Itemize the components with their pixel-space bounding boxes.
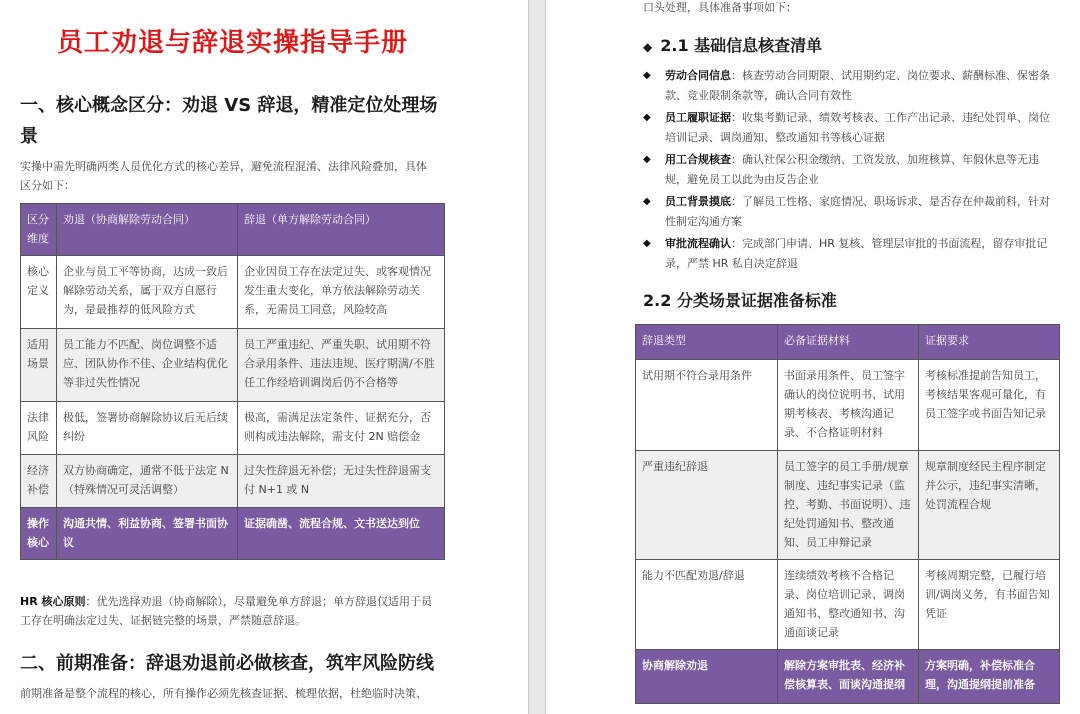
hr-principle-label: HR 核心原则 — [20, 595, 86, 608]
table-header-cell: 辞退（单方解除劳动合同） — [238, 204, 445, 256]
table-cell: 解除方案审批表、经济补偿核算表、面谈沟通提纲 — [778, 650, 919, 704]
list-item-text: 规，避免员工以此为由反告企业 — [665, 173, 819, 186]
document-page-right — [546, 0, 1080, 714]
concept-comparison-table — [20, 203, 445, 560]
hr-principle-text-line-2: 工存在明确法定过失、证据链完整的场景，严禁随意辞退。 — [20, 614, 306, 627]
list-item-text: ：完成部门申请、HR 复核、管理层审批的书面流程，留存审批记 — [731, 237, 1048, 250]
evidence-standard-table — [635, 324, 1060, 704]
subsection-2-1-heading — [643, 35, 822, 58]
list-item-text: 款、竞业限制条款等，确认合同有效性 — [665, 89, 852, 102]
table-cell: 考核周期完整，已履行培训/调岗义务，有书面告知凭证 — [919, 560, 1060, 650]
table-cell: 严重违纪辞退 — [636, 451, 778, 560]
list-item-label: 员工履职证据 — [665, 111, 731, 124]
diamond-bullet-icon: ◆ — [643, 112, 651, 123]
table-cell: 协商解除劝退 — [636, 650, 778, 704]
page-gutter-left-edge — [528, 0, 529, 714]
table-cell: 考核标准提前告知员工，考核结果客观可量化，有员工签字或书面告知记录 — [919, 360, 1060, 451]
table-cell: 法律风险 — [21, 402, 57, 455]
subsection-2-2-heading: 2.2 分类场景证据准备标准 — [643, 291, 837, 310]
table-cell: 沟通共情、利益协商、签署书面协议 — [57, 508, 238, 560]
table-cell: 书面录用条件、员工签字确认的岗位说明书、试用期考核表、考核沟通记录、不合格证明材料 — [778, 360, 919, 451]
table-cell: 员工签字的员工手册/规章制度、违纪事实记录（监控、考勤、书面说明）、违纪处罚通知书、整改通知、员工申辩记录 — [778, 451, 919, 560]
table-row — [21, 508, 445, 560]
table-cell: 双方协商确定，通常不低于法定 N（特殊情况可灵活调整） — [57, 455, 238, 508]
table-header-cell: 必备证据材料 — [778, 325, 919, 360]
document-page-left — [0, 0, 528, 714]
table-cell: 操作核心 — [21, 508, 57, 560]
list-item-label: 审批流程确认 — [665, 237, 731, 250]
table-row — [636, 560, 1060, 650]
checklist — [643, 66, 1061, 276]
diamond-bullet-icon: ◆ — [643, 238, 651, 249]
table-cell: 极低，签署协商解除协议后无后续纠纷 — [57, 402, 238, 455]
table-cell: 规章制度经民主程序制定并公示，违纪事实清晰，处罚流程合规 — [919, 451, 1060, 560]
list-item-text: ：确认社保公积金缴纳、工资发放、加班核算、年假休息等无违 — [731, 153, 1039, 166]
table-cell: 极高，需满足法定条件、证据充分，否则构成违法解除，需支付 2N 赔偿金 — [238, 402, 445, 455]
list-item-text: ：了解员工性格、家庭情况、职场诉求、是否存在仲裁前科，针对 — [731, 195, 1050, 208]
list-item-text: 培训记录、调岗通知、整改通知书等核心证据 — [665, 131, 885, 144]
section-1-heading-line-1: 一、核心概念区分：劝退 VS 辞退，精准定位处理场 — [20, 95, 438, 116]
list-item — [643, 234, 1061, 274]
diamond-bullet-icon: ◆ — [643, 40, 653, 54]
table-cell: 企业与员工平等协商，达成一致后解除劳动关系，属于双方自愿行为，是最推荐的低风险方式 — [57, 256, 238, 329]
section-2-intro: 前期准备是整个流程的核心，所有操作必须先核查证据、梳理依据，杜绝临时决策、 — [20, 687, 427, 700]
table-row — [21, 329, 445, 402]
list-item-text: 录，严禁 HR 私自决定辞退 — [665, 257, 798, 270]
table-row — [21, 455, 445, 508]
section-1-heading — [20, 90, 460, 152]
list-item — [643, 108, 1061, 148]
subsection-2-1-title: 2.1 基础信息核查清单 — [660, 36, 823, 55]
document-title: 员工劝退与辞退实操指导手册 — [56, 28, 408, 58]
table-cell: 企业因员工存在法定过失、或客观情况发生重大变化，单方依法解除劳动关系，无需员工同意，风险较高 — [238, 256, 445, 329]
table-cell: 经济补偿 — [21, 455, 57, 508]
table-cell: 过失性辞退无补偿；无过失性辞退需支付 N+1 或 N — [238, 455, 445, 508]
diamond-bullet-icon: ◆ — [643, 196, 651, 207]
table-header-cell: 辞退类型 — [636, 325, 778, 360]
diamond-bullet-icon: ◆ — [643, 154, 651, 165]
list-item — [643, 150, 1061, 190]
table-cell: 适用场景 — [21, 329, 57, 402]
table-row — [636, 360, 1060, 451]
section-1-intro-line-2: 区分如下： — [20, 179, 75, 192]
list-item-label: 员工背景摸底 — [665, 195, 731, 208]
carryover-text: 口头处理，具体准备事项如下： — [643, 1, 797, 14]
section-1-heading-line-2: 景 — [20, 126, 38, 147]
table-cell: 方案明确，补偿标准合理，沟通提纲提前准备 — [919, 650, 1060, 704]
table-row — [636, 451, 1060, 560]
section-2-heading: 二、前期准备：辞退劝退前必做核查，筑牢风险防线 — [20, 653, 434, 674]
hr-principle-text: ：优先选择劝退（协商解除），尽量避免单方辞退；单方辞退仅适用于员 — [85, 595, 433, 608]
list-item — [643, 66, 1061, 106]
table-header-cell: 证据要求 — [919, 325, 1060, 360]
table-cell: 证据确凿、流程合规、文书送达到位 — [238, 508, 445, 560]
table-row — [636, 650, 1060, 704]
hr-principle-paragraph — [20, 592, 450, 630]
list-item-text: ：收集考勤记录、绩效考核表、工作产出记录、违纪处罚单、岗位 — [731, 111, 1050, 124]
section-1-intro — [20, 157, 450, 195]
table-header-cell: 区分维度 — [21, 204, 57, 256]
diamond-bullet-icon: ◆ — [643, 70, 651, 81]
list-item-label: 用工合规核查 — [665, 153, 731, 166]
table-cell: 能力不匹配劝退/辞退 — [636, 560, 778, 650]
list-item-text: 性制定沟通方案 — [665, 215, 742, 228]
table-cell: 核心定义 — [21, 256, 57, 329]
table-row — [21, 256, 445, 329]
table-cell: 连续绩效考核不合格记录、岗位培训记录、调岗通知书、整改通知书、沟通面谈记录 — [778, 560, 919, 650]
section-1-intro-line-1: 实操中需先明确两类人员优化方式的核心差异，避免流程混淆、法律风险叠加，具体 — [20, 160, 427, 173]
table-header-cell: 劝退（协商解除劳动合同） — [57, 204, 238, 256]
list-item-label: 劳动合同信息 — [665, 69, 731, 82]
table-cell: 员工严重违纪、严重失职、试用期不符合录用条件、违法违规、医疗期满/不胜任工作经培训调岗后仍不合格等 — [238, 329, 445, 402]
table-row — [21, 402, 445, 455]
table-cell: 员工能力不匹配、岗位调整不适应、团队协作不佳、企业结构优化等非过失性情况 — [57, 329, 238, 402]
table-cell: 试用期不符合录用条件 — [636, 360, 778, 451]
list-item-text: ：核查劳动合同期限、试用期约定、岗位要求、薪酬标准、保密条 — [731, 69, 1050, 82]
list-item — [643, 192, 1061, 232]
